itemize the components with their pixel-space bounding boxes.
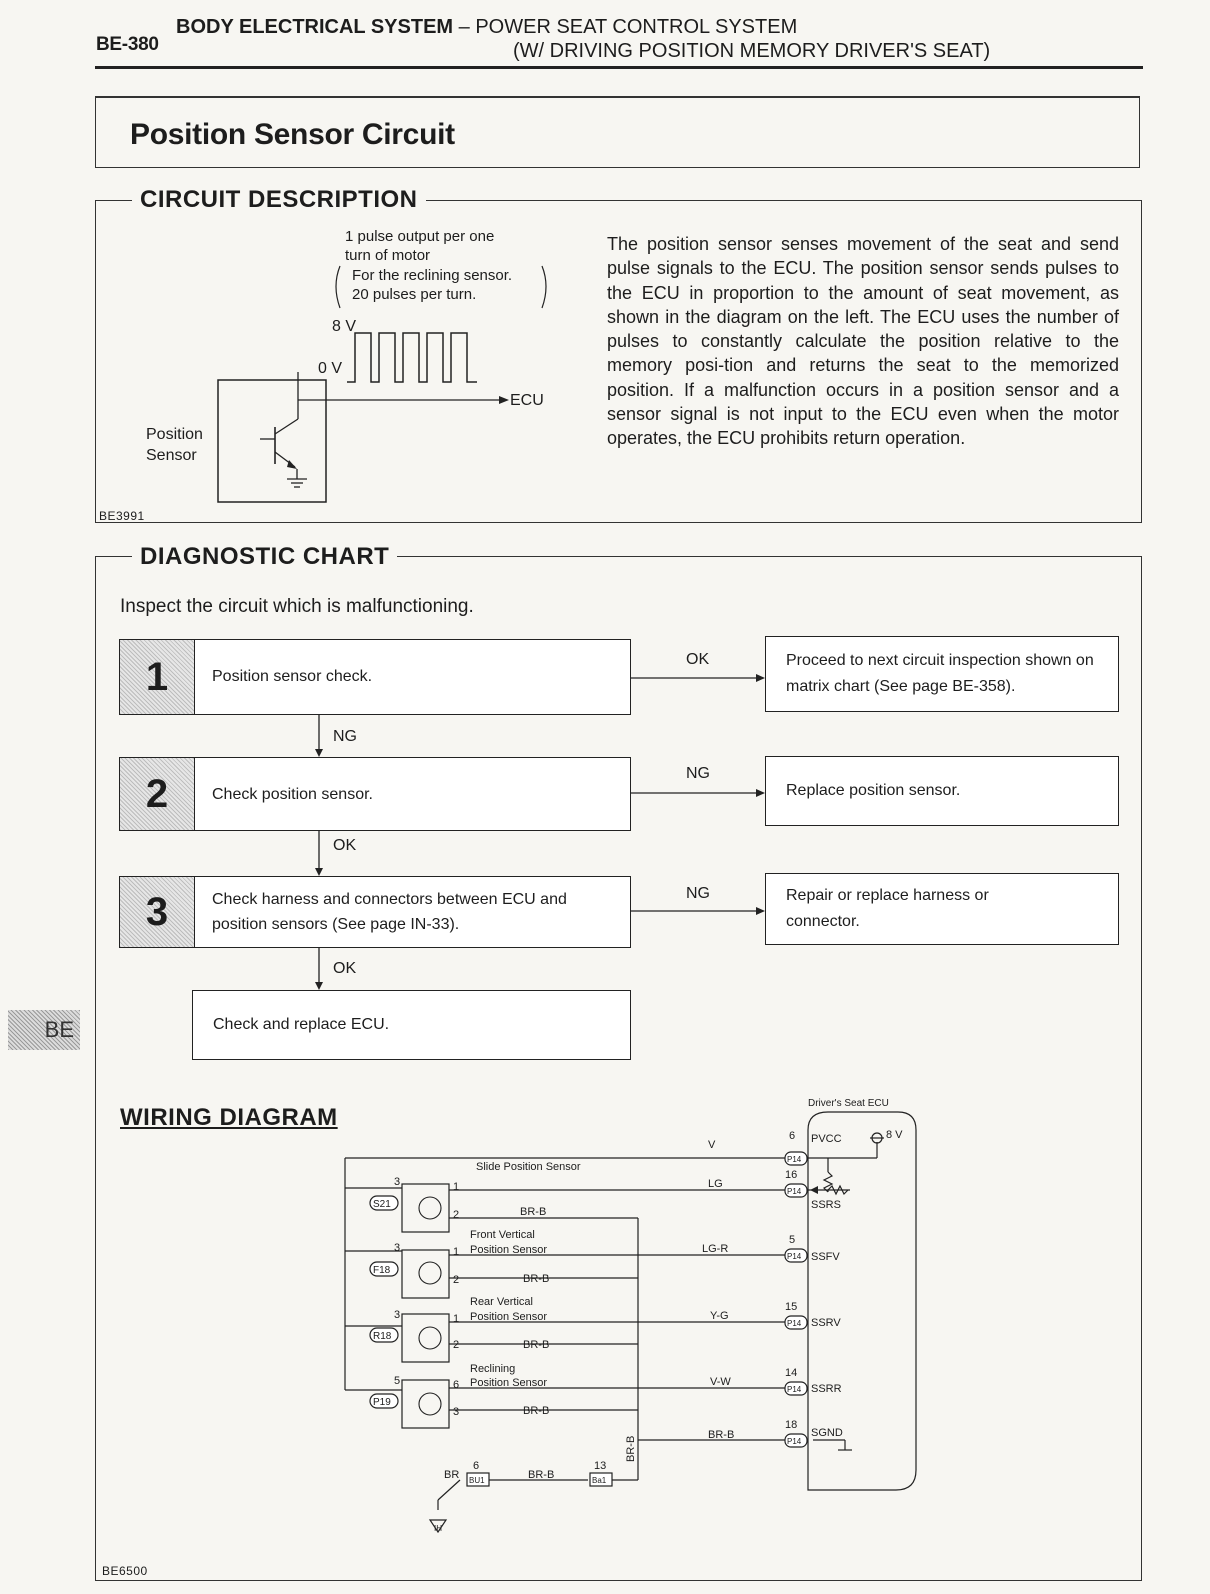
svg-text:P14: P14 [787,1319,802,1328]
svg-text:BR: BR [444,1469,460,1481]
page-header [176,16,797,39]
svg-text:R18: R18 [373,1331,392,1342]
wiring-figure-id: BE6500 [102,1564,148,1578]
svg-text:1: 1 [453,1181,460,1193]
svg-text:P14: P14 [787,1155,802,1164]
svg-text:16: 16 [785,1169,798,1181]
svg-text:18: 18 [785,1419,798,1431]
figure-id: BE3991 [99,509,145,523]
svg-text:F18: F18 [373,1265,391,1276]
section-tab [8,1010,80,1050]
svg-text:1: 1 [453,1313,460,1325]
diagnostic-chart-heading: DIAGNOSTIC CHART [132,543,397,571]
svg-text:1: 1 [453,1246,460,1258]
svg-text:V-W: V-W [710,1376,731,1388]
svg-text:BR-B: BR-B [523,1273,550,1285]
position-sensor-schematic [215,372,515,507]
step-1-branch-label: OK [686,651,710,668]
step-1-result: Proceed to next circuit inspection shown on matrix chart (See page BE-358). [765,636,1119,712]
svg-text:6: 6 [453,1379,460,1391]
step-2-result: Replace position sensor. [765,756,1119,826]
svg-text:S21: S21 [373,1199,391,1210]
svg-text:P14: P14 [787,1385,802,1394]
section-tab-label: BE [44,1017,74,1042]
step-text: Check position sensor. [212,786,373,803]
circuit-description-text: The position sensor senses movement of the seat and send pulse signals to the ECU. The position sensor sends pulses to the ECU in proportion to the amount of seat movement, as shown in the diagram on the left. The ECU uses the number of pulses to constantly calculate the position relative to the memory posi-tion and returns the seat to the memorized position. If a malfunction occurs in a position sensor and a sensor signal is not input to the ECU even when the motor operates, the ECU prohibits return operation. [607,234,1119,449]
wiring-diagram [330,1090,940,1550]
svg-text:LG-R: LG-R [702,1243,729,1255]
step-3-branch-label: NG [686,885,710,902]
svg-text:14: 14 [785,1367,798,1379]
voltage-low-label: 0 V [318,360,343,377]
svg-text:Position Sensor: Position Sensor [470,1311,548,1323]
svg-text:P19: P19 [373,1397,391,1408]
svg-text:8 V: 8 V [886,1129,903,1141]
step-2-box [119,757,631,831]
svg-text:SSRR: SSRR [811,1383,842,1395]
paren-brackets [330,264,555,310]
page-title: Position Sensor Circuit [130,118,455,151]
svg-text:BU1: BU1 [469,1476,485,1485]
header-rule [95,66,1143,69]
step-1-box [119,639,631,715]
header-dash: – [453,16,476,38]
step-2-down-label: OK [333,837,357,854]
svg-text:BR-B: BR-B [523,1339,550,1351]
svg-text:SSFV: SSFV [811,1251,840,1263]
svg-text:2: 2 [453,1274,460,1286]
svg-text:Reclining: Reclining [470,1363,516,1375]
circuit-description-heading: CIRCUIT DESCRIPTION [132,186,426,214]
sensor-label-slide: Slide Position Sensor [476,1161,581,1173]
svg-text:5: 5 [789,1234,796,1246]
svg-text:3: 3 [394,1309,401,1321]
svg-text:BR-B: BR-B [520,1206,547,1218]
svg-text:Ba1: Ba1 [592,1476,607,1485]
svg-text:2: 2 [453,1209,460,1221]
pulse-note: 1 pulse output per one turn of motor [345,228,495,264]
svg-text:Position Sensor: Position Sensor [470,1244,548,1256]
svg-text:Front Vertical: Front Vertical [470,1229,535,1241]
step-number: 2 [120,758,195,830]
step-number: 3 [120,877,195,947]
section-name: BODY ELECTRICAL SYSTEM [176,16,454,38]
svg-text:BR-B: BR-B [528,1469,555,1481]
svg-text:V: V [708,1139,716,1151]
position-sensor-label: Position Sensor [146,426,203,464]
step-3-box [119,876,631,948]
svg-text:Position Sensor: Position Sensor [470,1377,548,1389]
svg-text:Y-G: Y-G [710,1310,729,1322]
step-1-down-label: NG [333,728,357,745]
subsection-name: POWER SEAT CONTROL SYSTEM [475,16,798,38]
step-text: Position sensor check. [212,668,373,685]
svg-text:6: 6 [473,1460,480,1472]
diagnostic-instruction: Inspect the circuit which is malfunctioning. [120,596,474,617]
page-code: BE-380 [96,34,159,55]
svg-text:PVCC: PVCC [811,1133,842,1145]
svg-text:2: 2 [453,1339,460,1351]
svg-text:15: 15 [785,1301,798,1313]
wiring-diagram-heading: WIRING DIAGRAM [120,1104,338,1131]
svg-text:SSRS: SSRS [811,1199,841,1211]
svg-text:IH: IH [434,1524,442,1533]
svg-text:P14: P14 [787,1252,802,1261]
step-2-branch-label: NG [686,765,710,782]
svg-text:SGND: SGND [811,1427,843,1439]
step-text: Check harness and connectors between ECU and position sensors (See page IN-33). [212,891,567,933]
svg-text:P14: P14 [787,1437,802,1446]
svg-text:6: 6 [789,1130,796,1142]
svg-text:Driver's Seat ECU: Driver's Seat ECU [808,1098,889,1109]
voltage-high-label: 8 V [332,318,357,335]
reclining-note: For the reclining sensor. 20 pulses per turn. [352,267,513,303]
svg-text:3: 3 [453,1406,460,1418]
svg-text:5: 5 [394,1375,401,1387]
subsection-qualifier: (W/ DRIVING POSITION MEMORY DRIVER'S SEAT) [513,40,991,62]
svg-text:BR-B: BR-B [625,1435,637,1462]
svg-text:P14: P14 [787,1187,802,1196]
ecu-output-label: ECU [510,392,544,409]
step-3-down-label: OK [333,960,357,977]
svg-text:3: 3 [394,1242,401,1254]
svg-text:LG: LG [708,1178,723,1190]
svg-text:BR-B: BR-B [708,1429,735,1441]
svg-text:3: 3 [394,1176,401,1188]
svg-text:SSRV: SSRV [811,1317,841,1329]
svg-text:Rear Vertical: Rear Vertical [470,1296,533,1308]
svg-text:13: 13 [594,1460,607,1472]
svg-text:BR-B: BR-B [523,1405,550,1417]
step-3-result: Repair or replace harness or connector. [765,873,1119,945]
step-number: 1 [120,640,195,714]
final-action-box: Check and replace ECU. [192,990,631,1060]
